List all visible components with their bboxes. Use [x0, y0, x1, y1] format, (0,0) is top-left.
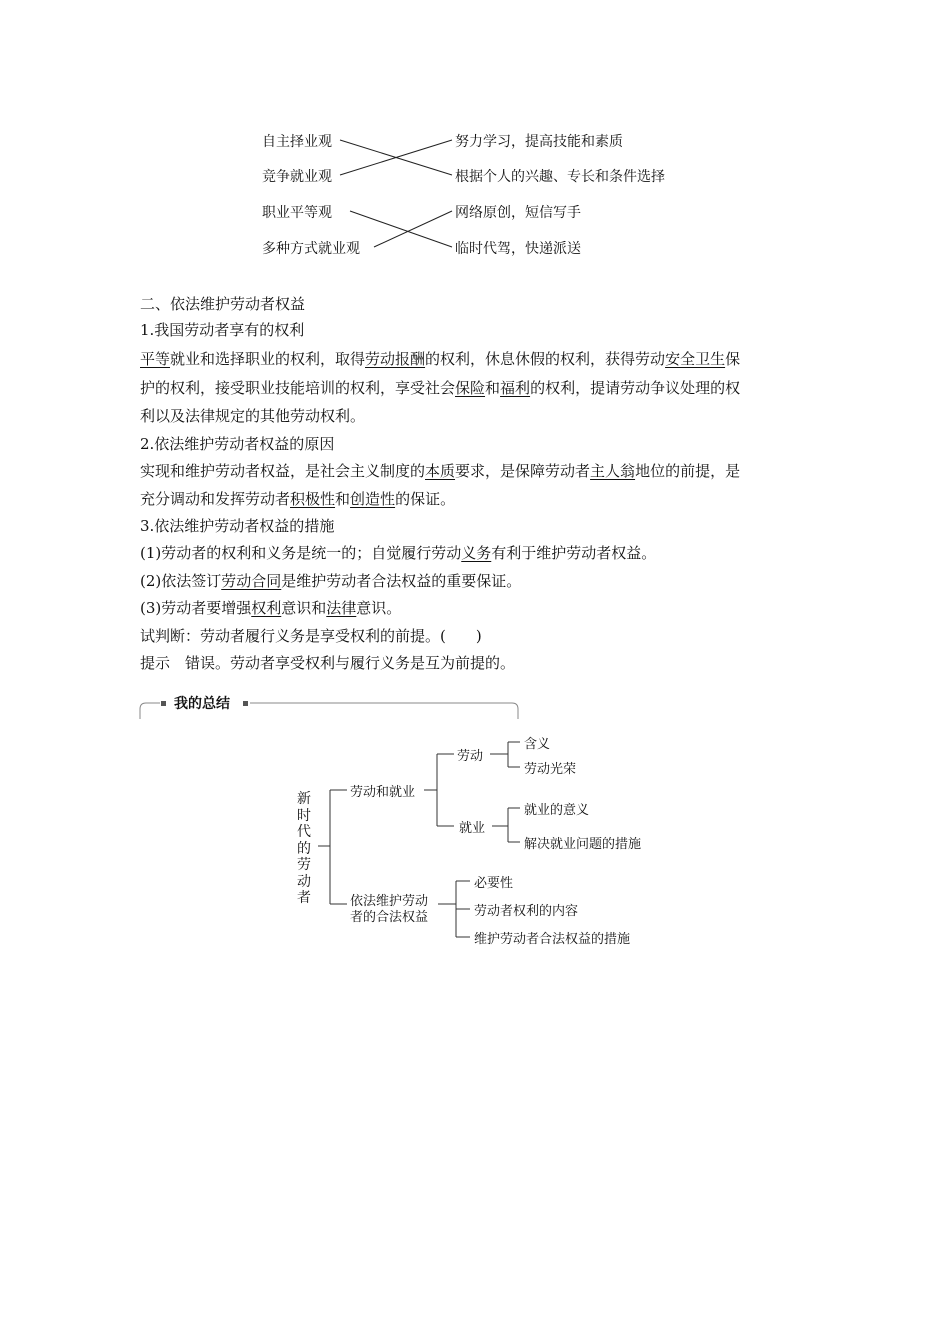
- hint: 提示 错误。劳动者享受权利与履行义务是互为前提的。: [140, 654, 516, 672]
- text: 和: [335, 490, 351, 508]
- text: 要求，是保障劳动者: [455, 462, 591, 480]
- match-left-1: 自主择业观: [262, 134, 332, 150]
- text: 意识。: [356, 599, 402, 617]
- branch2-line2: 者的合法权益: [350, 910, 429, 925]
- rights-line-3: 利以及法律规定的其他劳动权利。: [140, 407, 366, 425]
- text: 充分调动和发挥劳动者: [140, 490, 291, 508]
- blank-contract: 劳动合同: [221, 572, 282, 590]
- reason-line-1: [140, 461, 740, 481]
- section-heading: 二、依法维护劳动者权益: [140, 295, 306, 313]
- mindmap-branch-rights: [350, 894, 428, 926]
- measure-title: 3.依法维护劳动者权益的措施: [140, 517, 335, 535]
- blank-essence: 本质: [425, 462, 456, 480]
- judge-question: 试判断：劳动者履行义务是享受权利的前提。( ): [140, 627, 482, 645]
- measure-3: [140, 598, 401, 618]
- match-left-2: 竞争就业观: [262, 169, 332, 185]
- match-left-4: 多种方式就业观: [262, 241, 360, 257]
- reason-title: 2.依法维护劳动者权益的原因: [140, 435, 335, 453]
- banner-frame-left: [140, 703, 160, 719]
- match-right-4: 临时代驾，快递派送: [455, 241, 581, 257]
- text: (1)劳动者的权利和义务是统一的；自觉履行劳动: [140, 544, 462, 562]
- measure-1: [140, 543, 656, 563]
- mindmap-leaf-rights-content: 劳动者权利的内容: [474, 904, 579, 919]
- mindmap-leaf-meaning: 含义: [524, 737, 551, 752]
- text: (2)依法签订: [140, 572, 222, 590]
- measure-2: [140, 571, 521, 591]
- text: 的权利，休息休假的权利，获得劳动: [425, 350, 666, 368]
- match-line-3: [350, 211, 452, 247]
- mindmap-leaf-employment-significance: 就业的意义: [524, 803, 590, 818]
- blank-safety: 安全卫生: [665, 350, 726, 368]
- match-right-2: 根据个人的兴趣、专长和条件选择: [455, 169, 665, 185]
- mindmap-node-labor: 劳动: [457, 745, 483, 764]
- reason-line-2: [140, 489, 455, 509]
- branch2-line1: 依法维护劳动: [350, 894, 429, 909]
- text: 实现和维护劳动者权益，是社会主义制度的: [140, 462, 426, 480]
- banner-square-left: [161, 701, 166, 706]
- summary-label: 我的总结: [172, 693, 232, 713]
- mindmap-leaf-necessity: 必要性: [474, 876, 514, 891]
- text: (3)劳动者要增强: [140, 599, 252, 617]
- match-right-3: 网络原创，短信写手: [455, 205, 581, 221]
- blank-welfare: 福利: [500, 379, 531, 397]
- text: 和: [485, 379, 501, 397]
- text: 保: [725, 350, 741, 368]
- rights-line-1: [140, 349, 740, 369]
- blank-creativity: 创造性: [350, 490, 396, 508]
- text: 意识和: [281, 599, 327, 617]
- blank-master: 主人翁: [590, 462, 636, 480]
- blank-enthusiasm: 积极性: [290, 490, 336, 508]
- text: 的权利，提请劳动争议处理的权: [530, 379, 741, 397]
- match-line-4: [374, 211, 452, 247]
- blank-duty: 义务: [461, 544, 492, 562]
- blank-equal: 平等: [140, 350, 171, 368]
- text: 就业和选择职业的权利，取得: [170, 350, 366, 368]
- mindmap-root: 新时代的劳动者: [297, 791, 311, 906]
- text: 的保证。: [395, 490, 456, 508]
- mindmap-branch-labor-employment: 劳动和就业: [350, 781, 415, 800]
- mindmap-leaf-protection-measures: 维护劳动者合法权益的措施: [474, 932, 631, 947]
- blank-labor-pay: 劳动报酬: [365, 350, 426, 368]
- blank-rights: 权利: [251, 599, 282, 617]
- banner-square-right: [243, 701, 248, 706]
- banner-frame-right: [250, 703, 518, 719]
- mindmap-leaf-glory: 劳动光荣: [524, 762, 577, 777]
- text: 是维护劳动者合法权益的重要保证。: [281, 572, 522, 590]
- rights-line-2: [140, 378, 740, 398]
- text: 有利于维护劳动者权益。: [491, 544, 657, 562]
- match-left-3: 职业平等观: [262, 205, 332, 221]
- match-right-1: 努力学习，提高技能和素质: [455, 134, 623, 150]
- text: 护的权利，接受职业技能培训的权利，享受社会: [140, 379, 456, 397]
- mindmap-node-employment: 就业: [459, 817, 485, 836]
- blank-law: 法律: [326, 599, 357, 617]
- rights-title: 1.我国劳动者享有的权利: [140, 321, 305, 339]
- text: 地位的前提，是: [635, 462, 741, 480]
- blank-insurance: 保险: [455, 379, 486, 397]
- mindmap-leaf-employment-measures: 解决就业问题的措施: [524, 837, 642, 852]
